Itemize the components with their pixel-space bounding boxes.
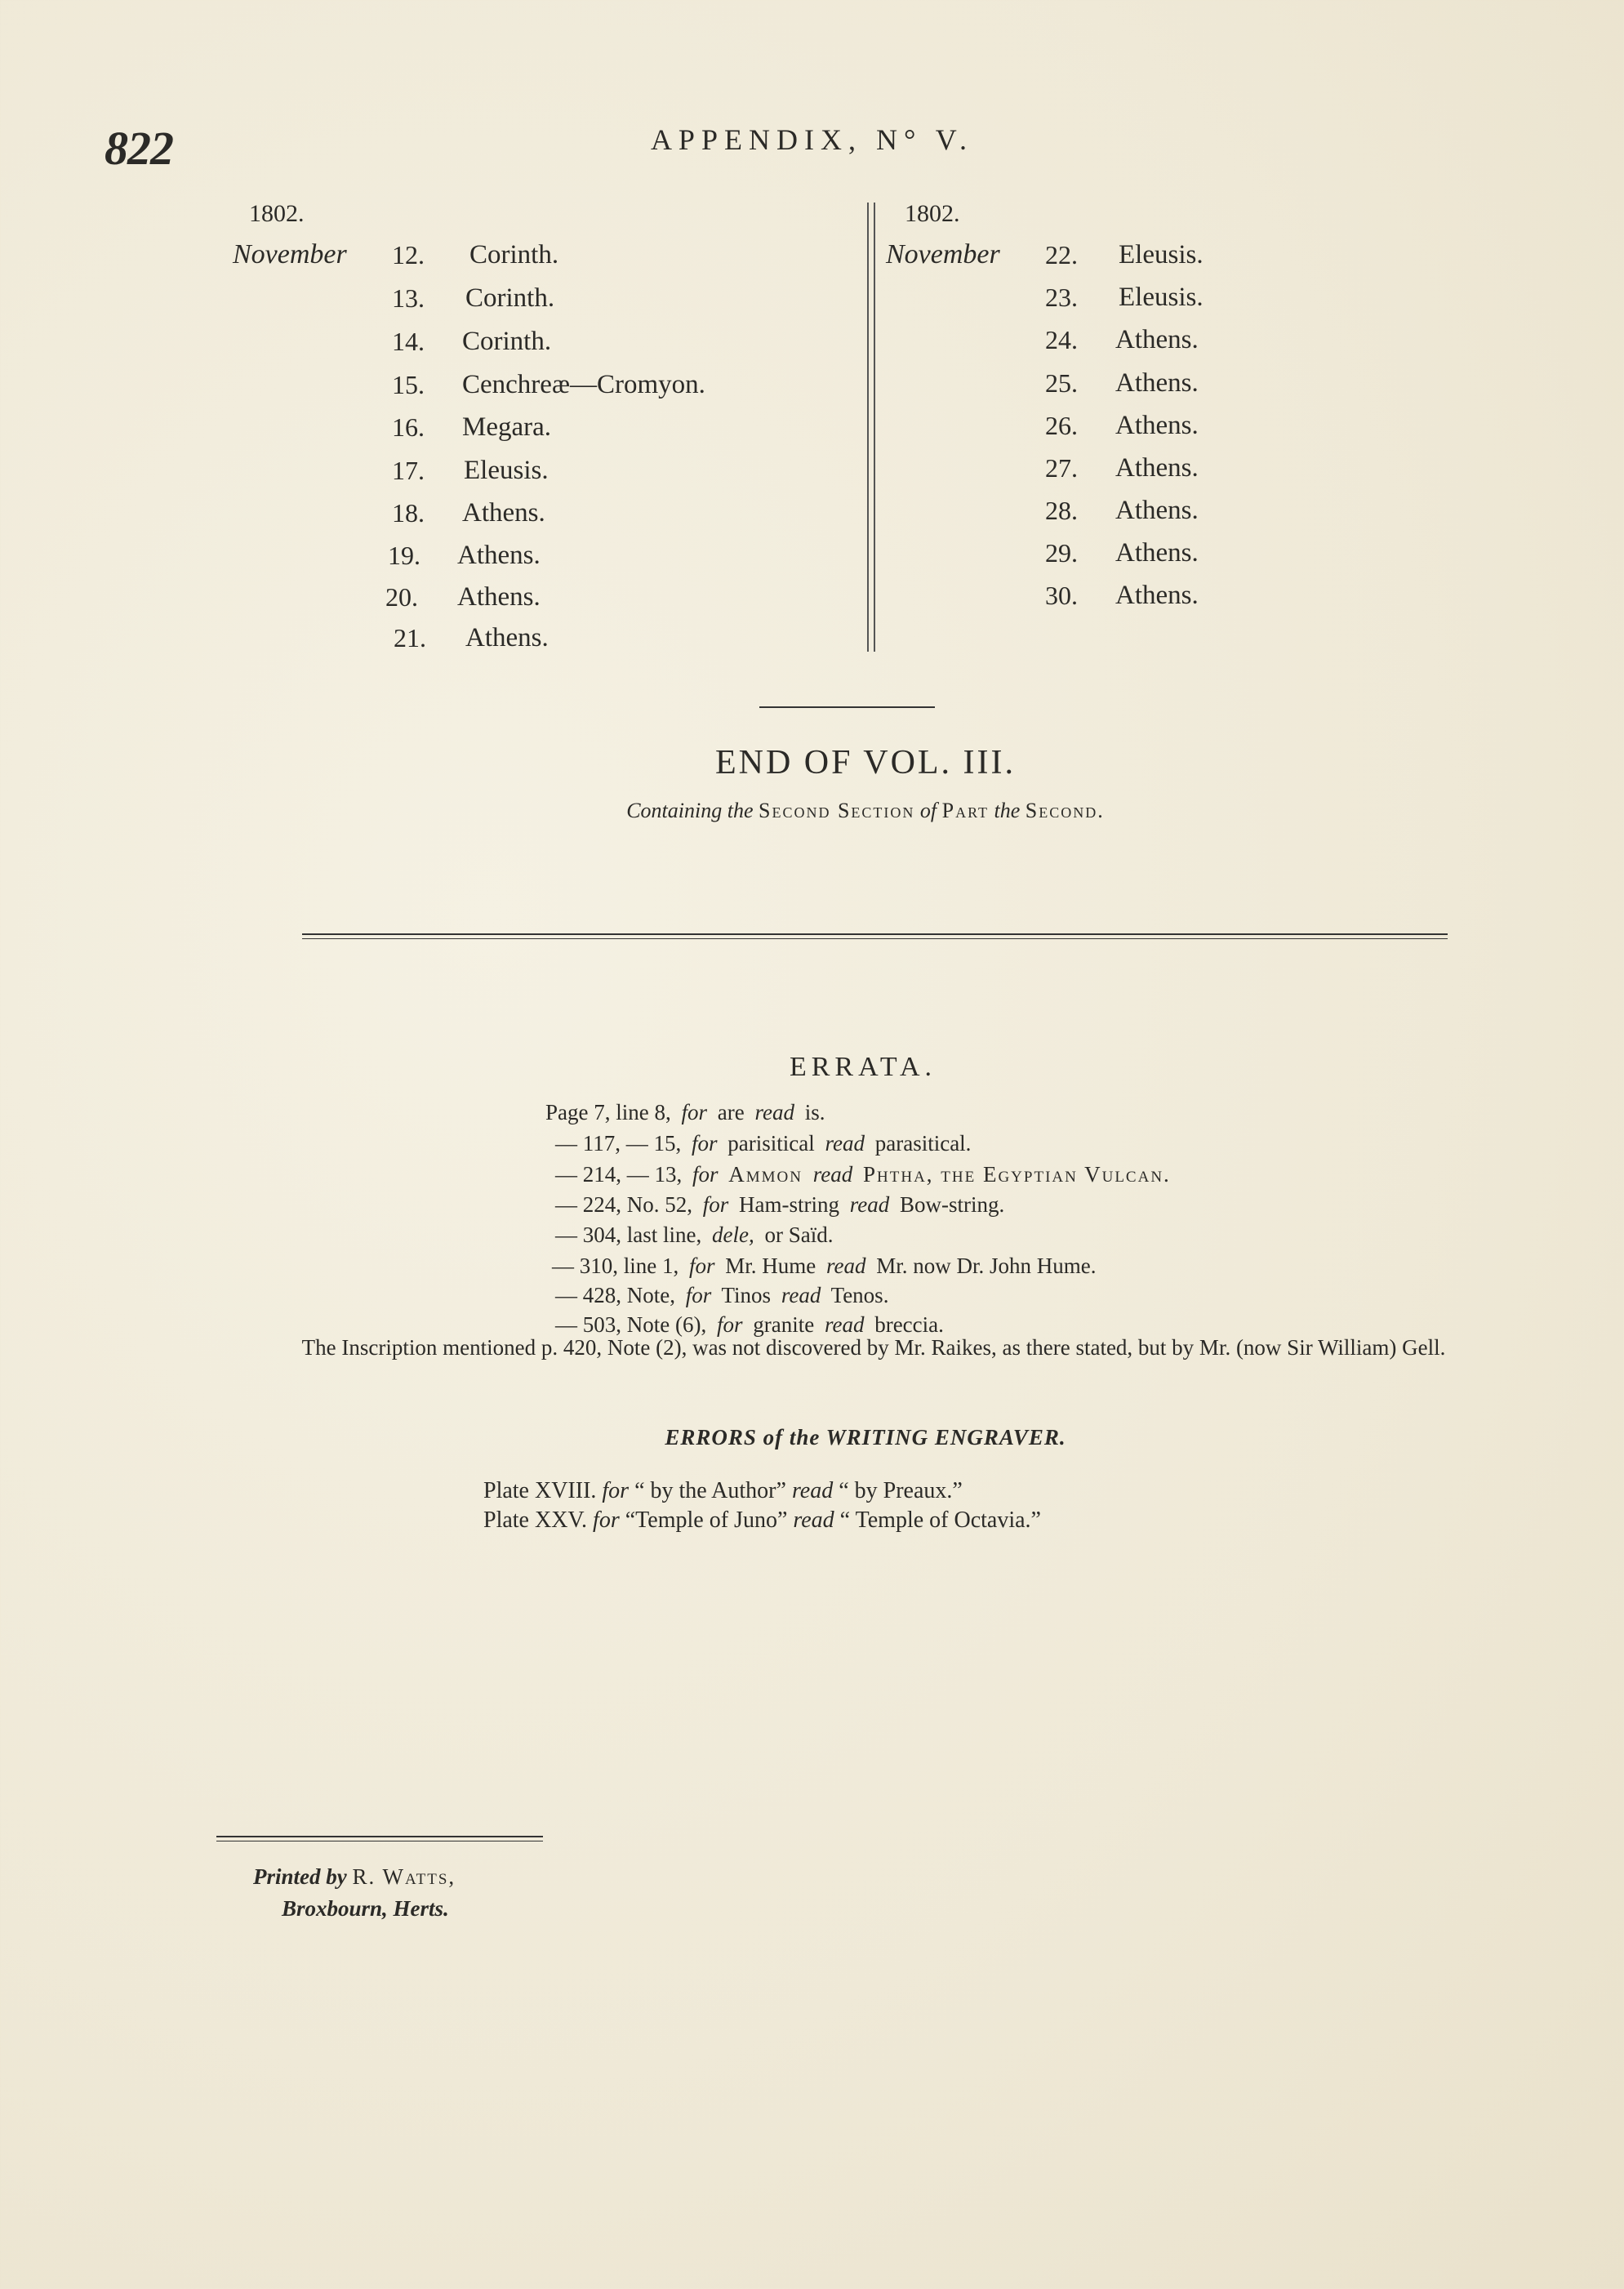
left-place: Corinth. [465, 283, 555, 313]
erratum-for: for [692, 1162, 719, 1187]
left-place: Eleusis. [464, 456, 549, 485]
erratum-line [555, 1283, 893, 1308]
printer-prefix: Printed by [253, 1864, 347, 1889]
column-divider [867, 203, 869, 652]
erratum-for: for [689, 1254, 715, 1278]
erratum-wrong: Mr. Hume [725, 1254, 816, 1278]
erratum-read: read [849, 1192, 890, 1217]
erratum-right: is. [804, 1100, 825, 1124]
subtitle-word: the [727, 799, 754, 822]
left-place: Corinth. [469, 240, 559, 269]
left-place: Athens. [457, 582, 541, 612]
erratum-right: Tenos. [830, 1283, 889, 1307]
erratum-read: read [825, 1131, 865, 1156]
right-place: Athens. [1115, 538, 1199, 568]
right-year: 1802. [905, 200, 960, 227]
plate-right: “ Temple of Octavia.” [839, 1507, 1041, 1533]
errata-title: ERRATA. [789, 1052, 937, 1082]
page-number: 822 [105, 122, 173, 175]
erratum-read: read [824, 1312, 865, 1337]
left-month: November [233, 239, 347, 269]
right-month: November [886, 239, 1000, 269]
plate-wrong: “Temple of Juno” [625, 1507, 788, 1533]
erratum-right: parasitical. [874, 1131, 972, 1156]
plate-error-line [483, 1507, 1041, 1534]
right-place: Athens. [1115, 496, 1199, 525]
printer-name: R. Watts, [352, 1864, 456, 1889]
left-day: 17. [392, 456, 425, 485]
left-day: 21. [394, 623, 426, 652]
erratum-read: read [826, 1254, 866, 1278]
erratum-line [555, 1131, 976, 1156]
erratum-wrong: Ammon [728, 1162, 803, 1187]
erratum-wrong: parisitical [727, 1131, 815, 1156]
erratum-line [555, 1162, 1176, 1187]
right-place: Eleusis. [1119, 240, 1204, 269]
left-day: 14. [392, 327, 425, 356]
erratum-ref: — 224, No. 52, [555, 1192, 692, 1217]
erratum-wrong: or Saïd. [764, 1222, 834, 1247]
subtitle-word: the [994, 799, 1021, 822]
erratum-for: for [702, 1192, 729, 1217]
printer-line-2: Broxbourn, Herts. [282, 1896, 449, 1921]
erratum-right: Phtha, the Egyptian Vulcan. [863, 1162, 1171, 1187]
left-day: 20. [385, 582, 418, 612]
subtitle-word: of [919, 799, 937, 822]
right-place: Athens. [1115, 368, 1199, 398]
colophon-rule [216, 1836, 543, 1841]
erratum-for: for [681, 1100, 707, 1124]
erratum-read: read [781, 1283, 821, 1307]
erratum-line [555, 1222, 848, 1248]
erratum-line [552, 1254, 1101, 1279]
erratum-ref: — 304, last line, [555, 1222, 702, 1247]
right-place: Athens. [1115, 325, 1199, 354]
plate-ref: Plate XXV. [483, 1507, 588, 1533]
right-day: 23. [1045, 283, 1078, 312]
right-day: 25. [1045, 368, 1078, 398]
writing-errors-title: ERRORS of the WRITING ENGRAVER. [665, 1425, 1066, 1450]
subtitle-word: Containing [626, 799, 723, 822]
left-day: 18. [392, 498, 425, 528]
left-place: Megara. [462, 412, 552, 442]
left-day: 13. [392, 283, 425, 313]
right-place: Athens. [1115, 453, 1199, 483]
errata-note: The Inscription mentioned p. 420, Note (2), was not discovered by Mr. Raikes, as there stated, but by Mr. (now Sir William) Gell. [301, 1335, 1446, 1360]
erratum-ref: — 214, — 13, [555, 1162, 683, 1187]
erratum-right: Bow-string. [900, 1192, 1005, 1217]
erratum-ref: — 117, — 15, [555, 1131, 682, 1156]
erratum-for: for [716, 1312, 743, 1337]
end-of-volume-title: END OF VOL. III. [714, 744, 1017, 782]
left-place: Athens. [462, 498, 545, 528]
erratum-read: read [812, 1162, 853, 1187]
right-day: 27. [1045, 453, 1078, 483]
erratum-ref: — 503, Note (6), [555, 1312, 707, 1337]
erratum-right: breccia. [874, 1312, 944, 1337]
plate-wrong: “ by the Author” [634, 1478, 786, 1503]
left-place: Corinth. [462, 327, 552, 356]
plate-error-line [483, 1478, 963, 1504]
erratum-ref: — 428, Note, [555, 1283, 675, 1307]
left-place: Athens. [465, 623, 549, 652]
plate-read: read [791, 1478, 834, 1503]
erratum-read: read [754, 1100, 794, 1124]
right-place: Athens. [1115, 581, 1199, 610]
erratum-wrong: granite [753, 1312, 815, 1337]
erratum-ref: — 310, line 1, [552, 1254, 679, 1278]
subtitle-word: Second. [1025, 799, 1105, 822]
left-place: Athens. [457, 541, 541, 570]
end-of-volume-subtitle [0, 799, 1624, 823]
erratum-line [555, 1192, 1009, 1218]
right-day: 29. [1045, 538, 1078, 568]
erratum-right: Mr. now Dr. John Hume. [876, 1254, 1097, 1278]
left-place: Cenchreæ—Cromyon. [462, 370, 705, 399]
left-day: 15. [392, 370, 425, 399]
plate-ref: Plate XVIII. [483, 1478, 597, 1503]
erratum-for: dele, [711, 1222, 754, 1247]
left-day: 19. [388, 541, 420, 570]
right-day: 28. [1045, 496, 1078, 525]
right-place: Eleusis. [1119, 283, 1204, 312]
column-divider [874, 203, 875, 652]
plate-for: for [593, 1507, 620, 1533]
double-rule [302, 933, 1448, 939]
subtitle-word: Part [941, 799, 990, 822]
right-place: Athens. [1115, 411, 1199, 440]
printer-line-1 [253, 1864, 456, 1890]
left-day: 16. [392, 412, 425, 442]
erratum-for: for [685, 1283, 712, 1307]
erratum-wrong: Ham-string [739, 1192, 839, 1217]
left-year: 1802. [249, 200, 305, 227]
right-day: 24. [1045, 325, 1078, 354]
left-day: 12. [392, 240, 425, 269]
erratum-wrong: Tinos [721, 1283, 772, 1307]
erratum-for: for [692, 1131, 718, 1156]
erratum-ref: Page 7, line 8, [545, 1100, 671, 1124]
erratum-wrong: are [717, 1100, 745, 1124]
section-rule [759, 706, 935, 708]
plate-for: for [602, 1478, 630, 1503]
right-day: 30. [1045, 581, 1078, 610]
plate-read: read [793, 1507, 834, 1533]
plate-right: “ by Preaux.” [839, 1478, 963, 1503]
subtitle-word: Second Section [759, 799, 915, 822]
running-head: APPENDIX, N° V. [650, 123, 974, 156]
right-day: 22. [1045, 240, 1078, 269]
erratum-line [545, 1100, 830, 1125]
right-day: 26. [1045, 411, 1078, 440]
